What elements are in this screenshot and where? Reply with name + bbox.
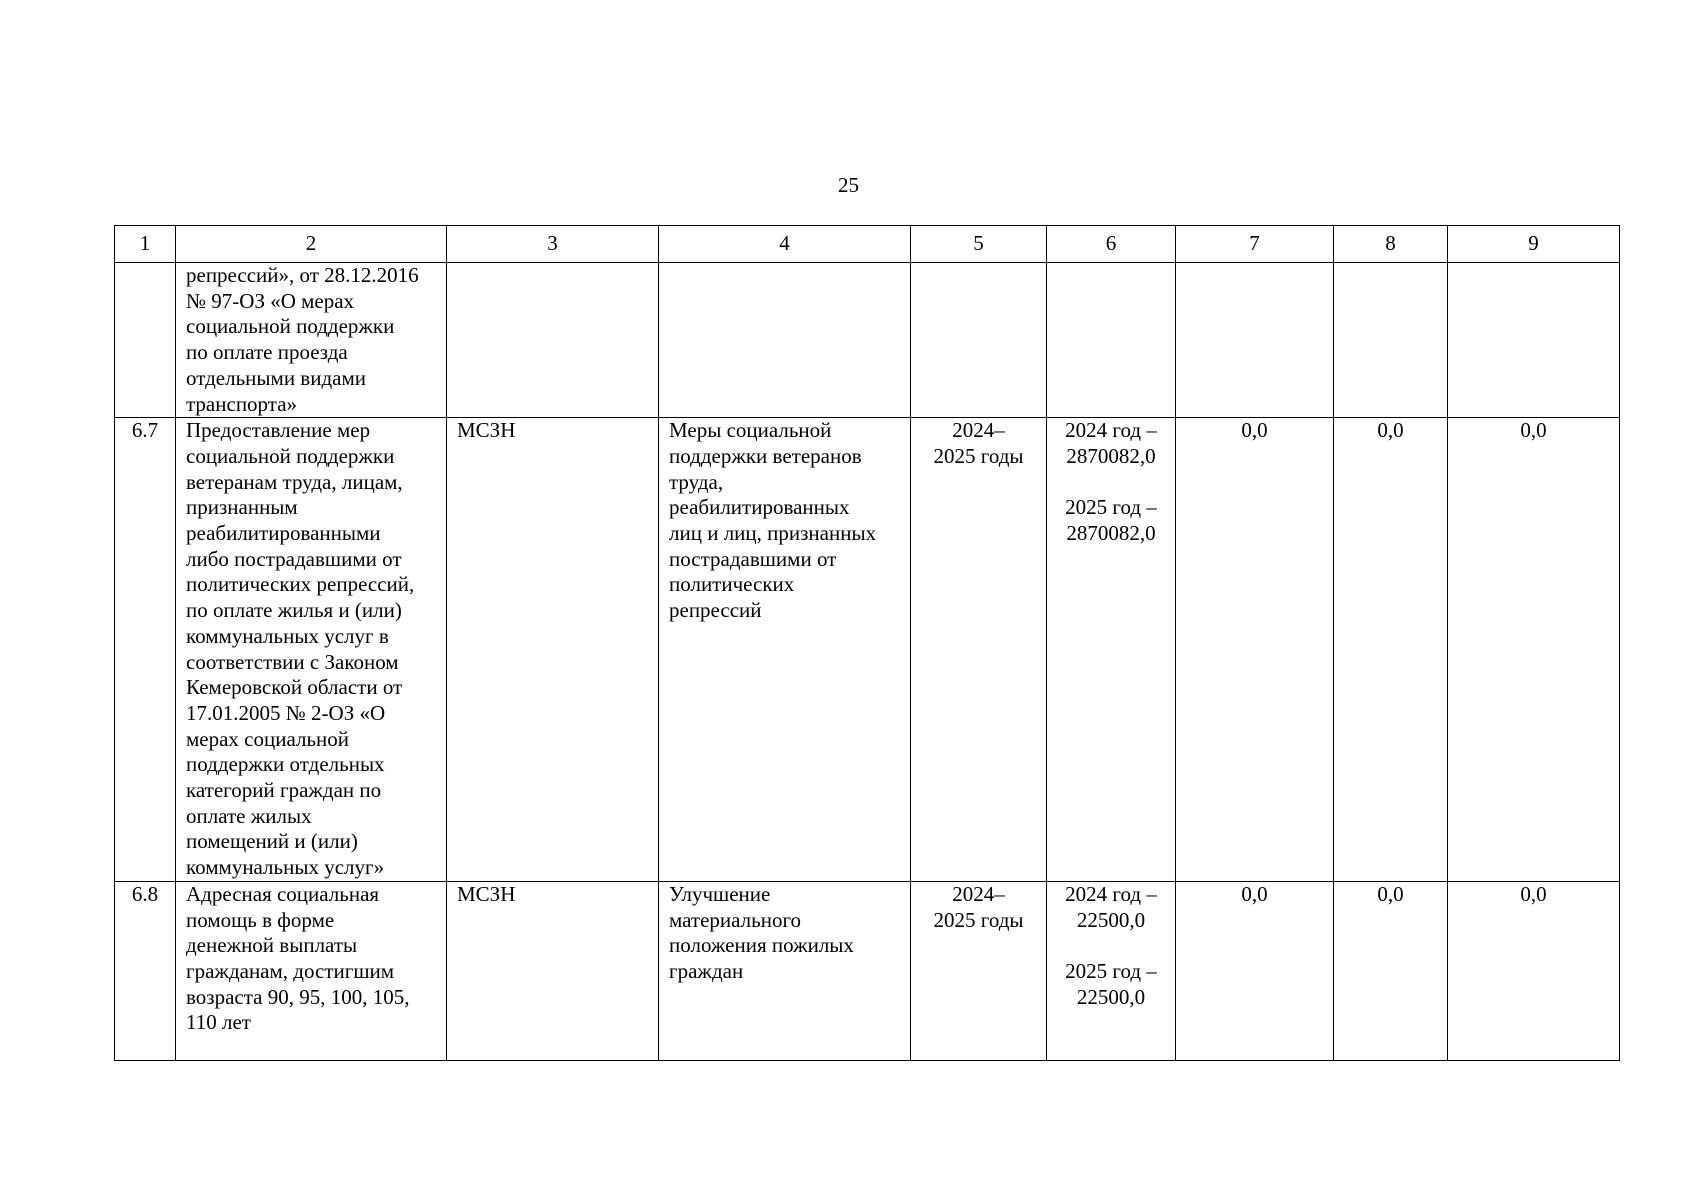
col9-cell: 0,0 [1448,881,1620,1060]
row-number-cell: 6.8 [115,881,176,1060]
column-header: 8 [1334,226,1448,263]
table-row [115,418,1620,882]
col7-cell: 0,0 [1176,418,1334,882]
executor-cell: МСЗН [447,881,659,1060]
col9-cell: 0,0 [1448,418,1620,882]
program-measures-table [114,225,1620,1061]
col9-cell [1448,263,1620,418]
column-header: 3 [447,226,659,263]
result-cell: Улучшение материального положения пожилых граждан [659,881,911,1060]
table-row [115,263,1620,418]
measure-name-cell: репрессий», от 28.12.2016 № 97-ОЗ «О мерах социальной поддержки по оплате проезда отдельными видами транспорта» [176,263,447,418]
column-header: 2 [176,226,447,263]
col8-cell [1334,263,1448,418]
funding-cell: 2024 год – 2870082,0 2025 год – 2870082,0 [1047,418,1176,882]
column-header: 1 [115,226,176,263]
column-header: 6 [1047,226,1176,263]
result-cell [659,263,911,418]
col8-cell: 0,0 [1334,418,1448,882]
table-row [115,881,1620,1060]
col8-cell: 0,0 [1334,881,1448,1060]
table-header-row [115,226,1620,263]
period-cell: 2024– 2025 годы [911,418,1047,882]
page-number: 25 [838,173,859,197]
period-cell [911,263,1047,418]
funding-cell: 2024 год – 22500,0 2025 год – 22500,0 [1047,881,1176,1060]
col7-cell: 0,0 [1176,881,1334,1060]
measure-name-cell: Адресная социальная помощь в форме денежной выплаты гражданам, достигшим возраста 90, 95, 100, 105, 110 лет [176,881,447,1060]
executor-cell [447,263,659,418]
measure-name-cell: Предоставление мер социальной поддержки ветеранам труда, лицам, признанным реабилитированными либо пострадавшими от политических репрессий, по оплате жилья и (или) коммунальных услуг в соответствии с Законом Кемеровской области от 17.01.2005 № 2-ОЗ «О мерах социальной поддержки отдельных категорий граждан по оплате жилых помещений и (или) коммунальных услуг» [176,418,447,882]
row-number-cell [115,263,176,418]
column-header: 9 [1448,226,1620,263]
column-header: 5 [911,226,1047,263]
col7-cell [1176,263,1334,418]
executor-cell: МСЗН [447,418,659,882]
period-cell: 2024– 2025 годы [911,881,1047,1060]
column-header: 4 [659,226,911,263]
column-header: 7 [1176,226,1334,263]
funding-cell [1047,263,1176,418]
result-cell: Меры социальной поддержки ветеранов труда, реабилитированных лиц и лиц, признанных пострадавшими от политических репрессий [659,418,911,882]
row-number-cell: 6.7 [115,418,176,882]
